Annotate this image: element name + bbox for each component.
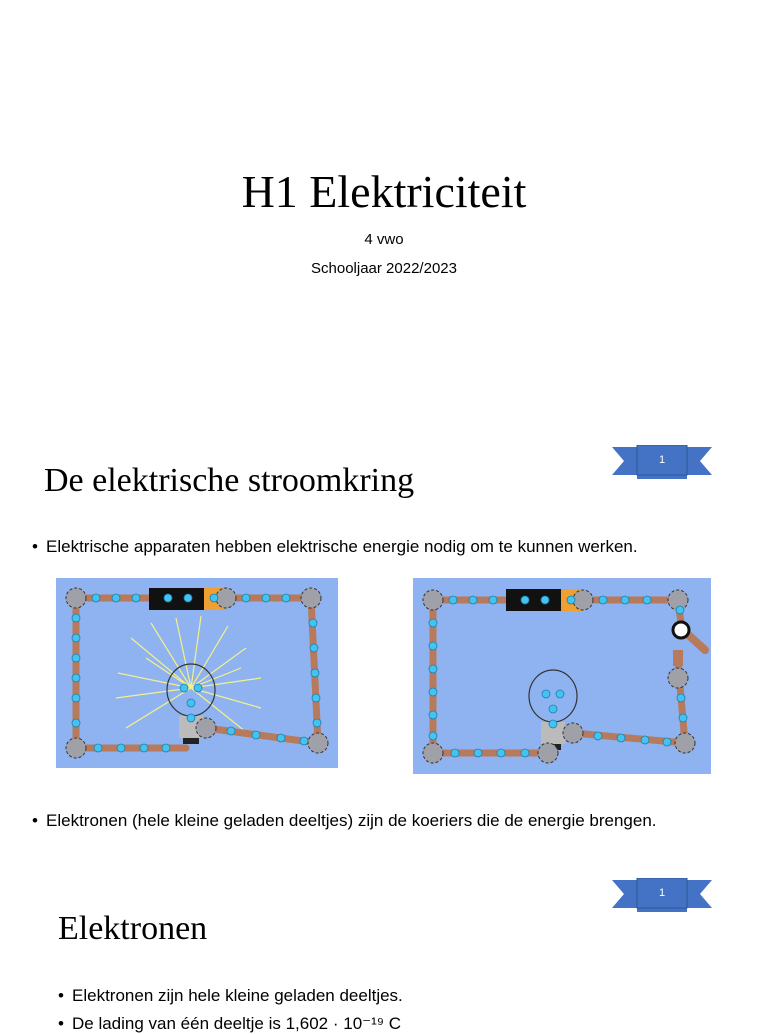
bullet-elektronen-geladen: • Elektronen zijn hele kleine geladen deeltjes. (72, 986, 403, 1006)
slide-number-badge (612, 445, 712, 481)
battery-negative (149, 588, 204, 610)
bullet-apparaten: • Elektrische apparaten hebben elektrische energie nodig om te kunnen werken. (46, 537, 638, 557)
bullet-lading: • De lading van één deeltje is 1,602 · 10⁻¹⁹ C (72, 1014, 401, 1034)
section-heading-elektronen: Elektronen (58, 910, 208, 947)
battery-negative (506, 589, 561, 611)
subtitle-year: Schooljaar 2022/2023 (311, 260, 457, 277)
circuit-closed-image (56, 578, 338, 768)
subtitle-class: 4 vwo (364, 231, 404, 248)
bullet-elektronen-koeriers: • Elektronen (hele kleine geladen deeltjes) zijn de koeriers die de energie brengen. (46, 811, 657, 831)
slide-title: H1 Elektriciteit (241, 166, 527, 217)
slide-number: 1 (658, 887, 666, 899)
section-heading-stroomkring: De elektrische stroomkring (44, 462, 415, 499)
slide-number: 1 (658, 454, 666, 466)
slide-number-badge-2 (612, 878, 712, 914)
circuit-open-image (413, 578, 711, 774)
